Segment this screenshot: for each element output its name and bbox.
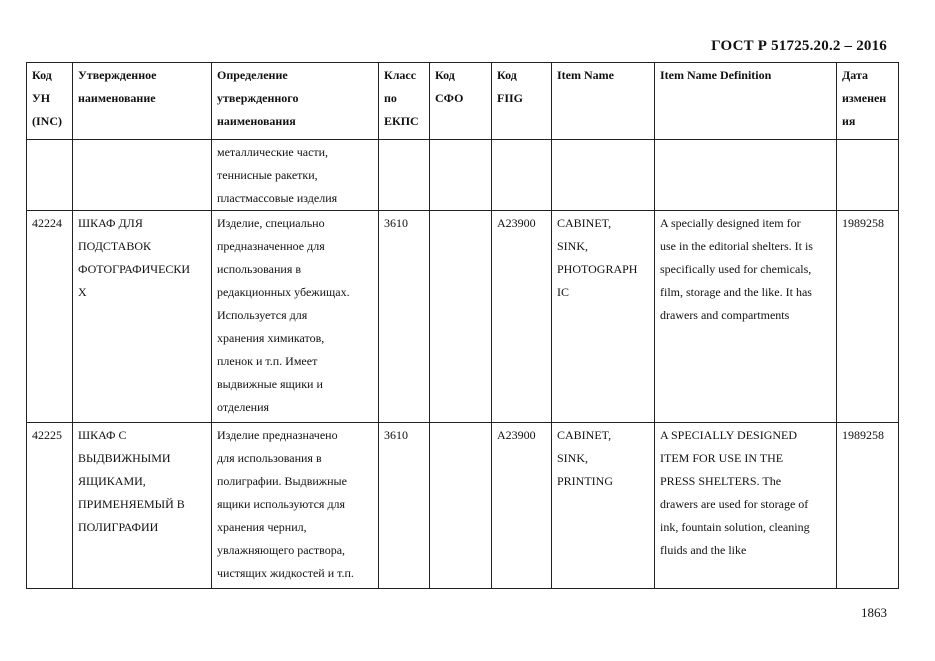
cell-approved-name xyxy=(73,423,212,589)
cell-line: наименования xyxy=(217,114,296,128)
cell-line: ШКАФ С xyxy=(78,428,127,442)
cell-line: предназначенное для xyxy=(217,239,325,253)
cell-fiig-code xyxy=(492,423,552,589)
cell-line: 42224 xyxy=(32,216,62,230)
cell-line: Изделие предназначено xyxy=(217,428,338,442)
cell-sfo-code xyxy=(430,211,492,423)
page-number: 1863 xyxy=(861,605,887,620)
cell-line: ВЫДВИЖНЫМИ xyxy=(78,451,171,465)
cell-change-date xyxy=(837,423,899,589)
cell-line: A23900 xyxy=(497,216,536,230)
header-change-date xyxy=(837,63,899,140)
cell-line: ШКАФ ДЛЯ xyxy=(78,216,143,230)
cell-line: ink, fountain solution, cleaning xyxy=(660,520,810,534)
cell-line: по xyxy=(384,91,397,105)
cell-line: Дата xyxy=(842,68,868,82)
cell-fiig-code xyxy=(492,211,552,423)
cell-line: хранения химикатов, xyxy=(217,331,325,345)
header-fiig-code xyxy=(492,63,552,140)
cell-line: отделения xyxy=(217,400,270,414)
cell-definition xyxy=(212,423,379,589)
cell-line: Item Name xyxy=(557,68,614,82)
cell-line: ITEM FOR USE IN THE xyxy=(660,451,784,465)
cell-line: Используется для xyxy=(217,308,308,322)
cell-line: A23900 xyxy=(497,428,536,442)
cell-ekps-class xyxy=(379,140,430,211)
header-item-name xyxy=(552,63,655,140)
cell-line: утвержденного xyxy=(217,91,299,105)
cell-change-date xyxy=(837,211,899,423)
cell-item-name xyxy=(552,140,655,211)
cell-line: выдвижные ящики и xyxy=(217,377,323,391)
header-definition xyxy=(212,63,379,140)
table-row xyxy=(27,140,899,211)
table-row xyxy=(27,211,899,423)
header-code-inc xyxy=(27,63,73,140)
cell-line: редакционных убежищах. xyxy=(217,285,350,299)
cell-code-inc xyxy=(27,211,73,423)
cell-line: использования в xyxy=(217,262,302,276)
cell-line: SINK, xyxy=(557,239,589,253)
cell-line: Код xyxy=(497,68,517,82)
cell-approved-name xyxy=(73,211,212,423)
cell-line: film, storage and the like. It has xyxy=(660,285,812,299)
cell-line: PRINTING xyxy=(557,474,613,488)
table-header-row xyxy=(27,63,899,140)
table-row xyxy=(27,423,899,589)
cell-change-date xyxy=(837,140,899,211)
cell-line: Изделие, специально xyxy=(217,216,325,230)
header-sfo-code xyxy=(430,63,492,140)
cell-line: (INC) xyxy=(32,114,62,128)
cell-line: Код xyxy=(435,68,455,82)
cell-line: ПОЛИГРАФИИ xyxy=(78,520,159,534)
cell-line: пластмассовые изделия xyxy=(217,191,338,205)
cell-line: specifically used for chemicals, xyxy=(660,262,812,276)
cell-definition xyxy=(212,140,379,211)
cell-ekps-class xyxy=(379,211,430,423)
cell-line: чистящих жидкостей и т.п. xyxy=(217,566,354,580)
cell-line: ЕКПС xyxy=(384,114,419,128)
cell-line: ПРИМЕНЯЕМЫЙ В xyxy=(78,497,185,511)
cell-item-name-definition xyxy=(655,211,837,423)
cell-line: металлические части, xyxy=(217,145,329,159)
document-standard-title: ГОСТ Р 51725.20.2 – 2016 xyxy=(711,38,887,54)
cell-item-name-definition xyxy=(655,423,837,589)
cell-line: CABINET, xyxy=(557,428,612,442)
cell-line: Код xyxy=(32,68,52,82)
cell-ekps-class xyxy=(379,423,430,589)
cell-line: Item Name Definition xyxy=(660,68,772,82)
cell-line: увлажняющего раствора, xyxy=(217,543,346,557)
cell-line: 1989258 xyxy=(842,428,884,442)
cell-line: теннисные ракетки, xyxy=(217,168,318,182)
cell-line: СФО xyxy=(435,91,464,105)
cell-line: ия xyxy=(842,114,856,128)
cell-definition xyxy=(212,211,379,423)
cell-item-name xyxy=(552,423,655,589)
cell-line: drawers and compartments xyxy=(660,308,790,322)
cell-line: УН xyxy=(32,91,51,105)
cell-line: полиграфии. Выдвижные xyxy=(217,474,347,488)
cell-line: A specially designed item for xyxy=(660,216,801,230)
cell-line: drawers are used for storage of xyxy=(660,497,809,511)
header-ekps-class xyxy=(379,63,430,140)
cell-line: Класс xyxy=(384,68,417,82)
cell-line: 42225 xyxy=(32,428,62,442)
cell-line: fluids and the like xyxy=(660,543,747,557)
cell-item-name xyxy=(552,211,655,423)
cell-line: ПОДСТАВОК xyxy=(78,239,151,253)
cell-line: SINK, xyxy=(557,451,589,465)
cell-sfo-code xyxy=(430,423,492,589)
cell-line: ФОТОГРАФИЧЕСКИ xyxy=(78,262,191,276)
cell-line: пленок и т.п. Имеет xyxy=(217,354,318,368)
cell-line: ЯЩИКАМИ, xyxy=(78,474,146,488)
header-item-name-definition xyxy=(655,63,837,140)
cell-item-name-definition xyxy=(655,140,837,211)
cell-line: хранения чернил, xyxy=(217,520,307,534)
cell-line: use in the editorial shelters. It is xyxy=(660,239,813,253)
cell-line: FIIG xyxy=(497,91,524,105)
cell-line: ящики используются для xyxy=(217,497,346,511)
cell-line: 3610 xyxy=(384,428,408,442)
cell-fiig-code xyxy=(492,140,552,211)
cell-line: CABINET, xyxy=(557,216,612,230)
header-approved-name xyxy=(73,63,212,140)
cell-line: Определение xyxy=(217,68,288,82)
cell-line: PRESS SHELTERS. The xyxy=(660,474,782,488)
cell-approved-name xyxy=(73,140,212,211)
cell-code-inc xyxy=(27,140,73,211)
cell-line: Утвержденное xyxy=(78,68,157,82)
cell-code-inc xyxy=(27,423,73,589)
cell-line: наименование xyxy=(78,91,156,105)
cell-line: Х xyxy=(78,285,87,299)
cell-line: IC xyxy=(557,285,569,299)
item-names-table xyxy=(26,62,899,589)
cell-line: для использования в xyxy=(217,451,322,465)
cell-line: PHOTOGRAPH xyxy=(557,262,638,276)
cell-line: A SPECIALLY DESIGNED xyxy=(660,428,798,442)
cell-line: изменен xyxy=(842,91,887,105)
cell-line: 1989258 xyxy=(842,216,884,230)
cell-sfo-code xyxy=(430,140,492,211)
cell-line: 3610 xyxy=(384,216,408,230)
